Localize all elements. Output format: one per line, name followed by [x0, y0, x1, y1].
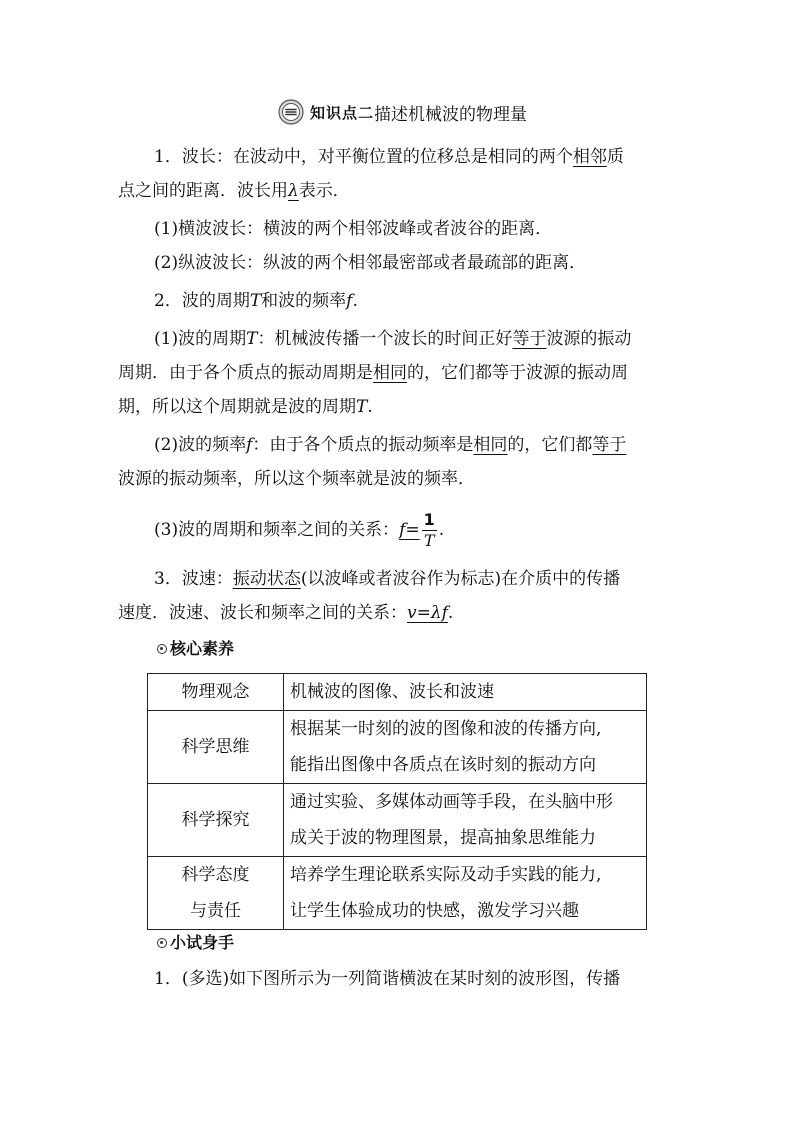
table-line: 根据某一时刻的波的图像和波的传播方向,: [290, 719, 602, 739]
table-value: [284, 711, 647, 784]
table-row: [148, 674, 647, 711]
core-literacy-table: [147, 673, 647, 930]
text: 3．波速：: [154, 569, 233, 589]
answer-blank: 相同: [373, 363, 407, 383]
bullet-circle-icon: [157, 644, 167, 654]
paragraph-wavelength: [118, 140, 714, 174]
paragraph-wave-speed-cont: [118, 596, 678, 630]
stacked-disc-icon: [278, 99, 304, 125]
answer-blank: v=λf: [407, 603, 448, 623]
heading-label: 知识点二: [310, 103, 375, 122]
question-1: 1．(多选)如下图所示为一列简谐横波在某时刻的波形图，传播: [154, 969, 621, 989]
paragraph-period: [118, 322, 714, 356]
paragraph-period-cont: [118, 356, 678, 390]
text: 的，它们都: [507, 435, 593, 455]
text: 期，所以这个周期就是波的周期: [118, 397, 356, 417]
symbol: T: [249, 291, 262, 311]
text: .: [352, 291, 358, 311]
text: 表示．: [298, 181, 350, 201]
text: .: [438, 520, 445, 540]
table-row: [148, 711, 647, 784]
table-line: 培养学生理论联系实际及动手实践的能力,: [290, 865, 602, 885]
paragraph-frequency-cont: 波源的振动频率，所以这个频率就是波的频率．: [118, 469, 475, 489]
paragraph-wavelength-cont: [118, 174, 678, 208]
paragraph-relation: [118, 508, 714, 552]
table-key: [148, 857, 284, 930]
text: 2．波的周期: [154, 291, 250, 311]
section-label: 小试身手: [170, 933, 235, 952]
fraction-numerator: 1: [423, 510, 435, 529]
symbol: f: [346, 291, 353, 311]
table-key: 科学探究: [148, 784, 284, 857]
text: 点之间的距离．波长用: [118, 181, 288, 201]
paragraph-transverse: (1)横波波长：横波的两个相邻波峰或者波谷的距离．: [154, 219, 553, 239]
text: (以波峰或者波谷作为标志)在介质中的传播: [300, 569, 621, 589]
heading-title: 描述机械波的物理量: [374, 104, 528, 125]
text: 1．波长：在波动中，对平衡位置的位移总是相同的两个: [154, 147, 573, 167]
paragraph-wave-speed: [118, 562, 714, 596]
text: ：机械波传播一个波长的时间正好: [257, 329, 513, 349]
answer-blank: 等于: [592, 435, 627, 455]
fraction-denominator: T: [423, 531, 435, 550]
table-line: 科学态度: [181, 865, 250, 885]
text: 波源的振动: [546, 329, 632, 349]
section-core-literacy: [157, 636, 234, 662]
section-heading: [278, 98, 527, 126]
fraction: [422, 512, 437, 549]
table-line: 成关于波的物理图景，提高抽象思维能力: [290, 828, 596, 848]
paragraph-period-cont2: [118, 390, 678, 424]
text: 的，它们都等于波源的振动周: [407, 363, 628, 383]
symbol: f: [399, 520, 406, 540]
text: 周期．由于各个质点的振动周期是: [118, 363, 373, 383]
text: .: [447, 603, 454, 623]
table-key: 物理观念: [148, 674, 284, 711]
text: (3)波的周期和频率之间的关系：: [154, 520, 400, 540]
section-try-it: [157, 930, 234, 956]
answer-blank: λ: [288, 181, 299, 201]
text: 和波的频率: [261, 291, 347, 311]
table-line: 通过实验、多媒体动画等手段，在头脑中形: [290, 792, 613, 812]
table-line: 让学生体验成功的快感，激发学习兴趣: [290, 901, 579, 921]
answer-blank: 等于: [512, 329, 547, 349]
text: .: [367, 397, 373, 417]
table-row: [148, 857, 647, 930]
answer-blank: 振动状态: [232, 569, 301, 589]
symbol: T: [356, 397, 368, 417]
text: 质: [606, 147, 624, 167]
table-value: [284, 857, 647, 930]
paragraph-frequency: [118, 428, 714, 462]
paragraph-period-frequency: [118, 284, 714, 318]
table-line: 能指出图像中各质点在该时刻的振动方向: [290, 755, 596, 775]
table-key: 科学思维: [148, 711, 284, 784]
section-label: 核心素养: [170, 639, 235, 658]
answer-blank: 相邻: [572, 147, 607, 167]
table-line: 与责任: [190, 901, 241, 921]
table-value: [284, 784, 647, 857]
symbol: f: [246, 435, 253, 455]
formula-f-equals-1-over-T: [399, 520, 420, 540]
table-value: 机械波的图像、波长和波速: [284, 674, 647, 711]
text: (2)波的频率: [154, 435, 247, 455]
symbol: T: [246, 329, 258, 349]
answer-blank: 相同: [473, 435, 508, 455]
text: ：由于各个质点的振动频率是: [252, 435, 474, 455]
text: 速度．波速、波长和频率之间的关系：: [118, 603, 407, 623]
text: =: [405, 520, 420, 540]
bullet-circle-icon: [157, 938, 167, 948]
table-row: [148, 784, 647, 857]
paragraph-longitudinal: (2)纵波波长：纵波的两个相邻最密部或者最疏部的距离．: [154, 253, 587, 273]
text: (1)波的周期: [154, 329, 247, 349]
